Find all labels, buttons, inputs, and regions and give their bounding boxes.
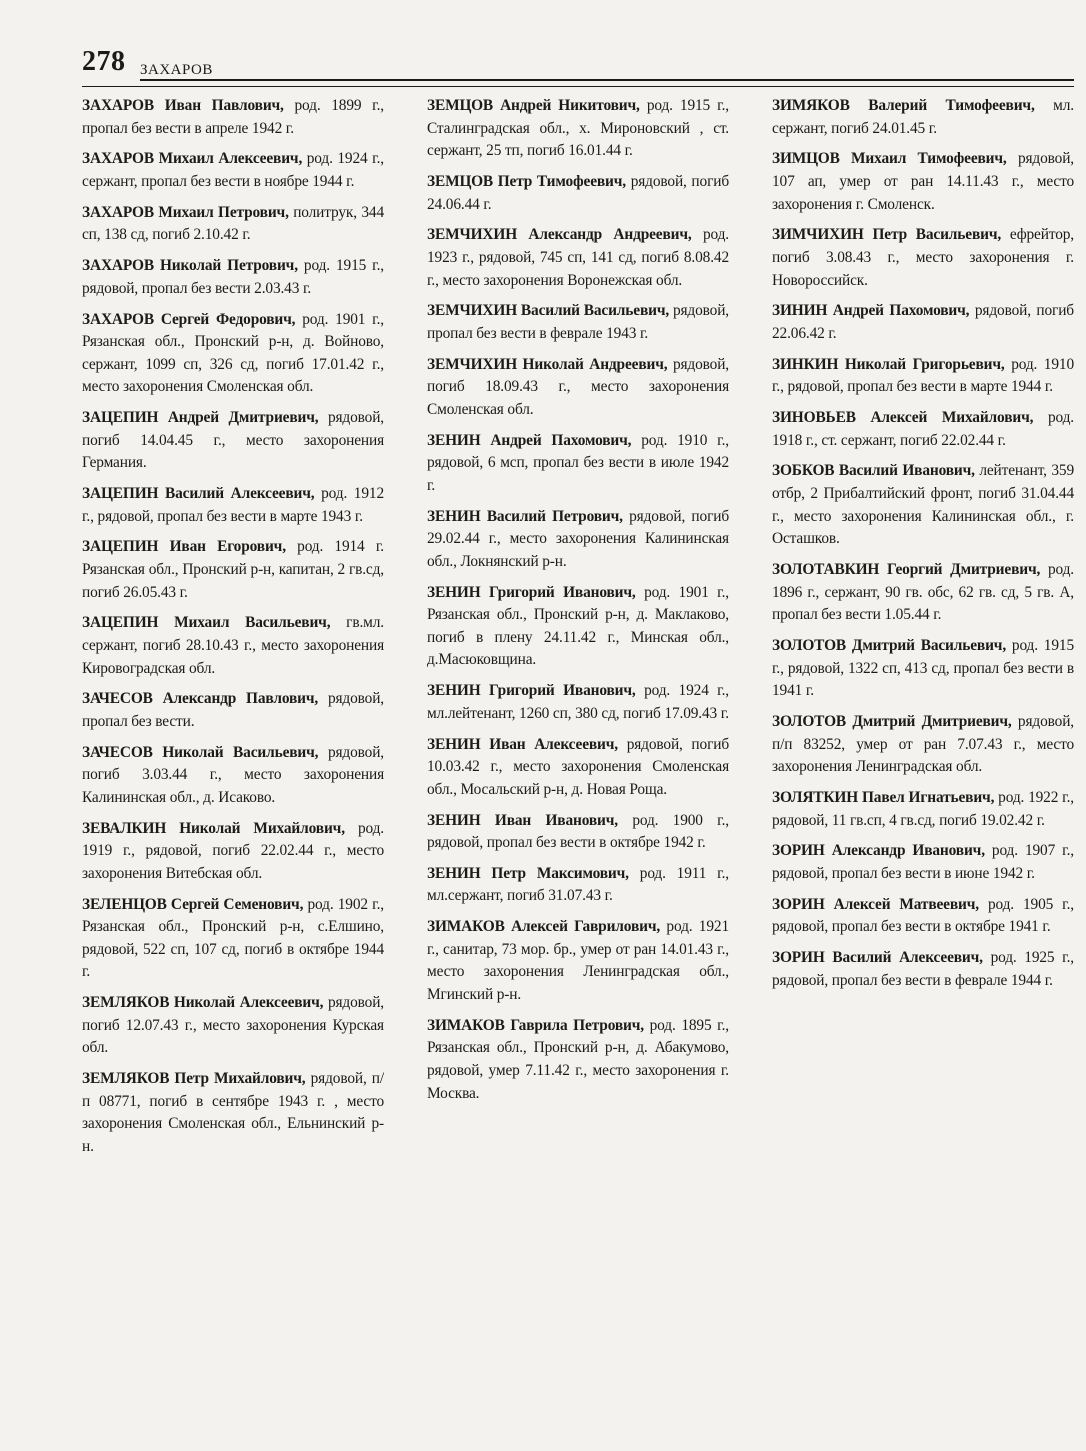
list-item [427, 506, 729, 574]
person-name: ЗЕМЧИХИН Николай Андреевич, [427, 355, 668, 373]
header-rule-thin [82, 86, 1074, 87]
person-name: ЗЕМЛЯКОВ Николай Алексеевич, [82, 994, 324, 1012]
list-item [82, 255, 384, 300]
person-details: рядовой, погиб 10.03.42 г., место захоронения Смоленская обл., Мосальский р-н, д. Новая Роща. [427, 735, 729, 798]
list-item [772, 407, 1074, 452]
person-details: мл. сержант, погиб 24.01.45 г. [772, 97, 1074, 137]
list-item [427, 810, 729, 855]
page-header [82, 42, 1074, 88]
list-item [82, 483, 384, 528]
person-details: рядовой, погиб 22.06.42 г. [772, 302, 1074, 342]
list-item [82, 309, 384, 399]
person-details: род. 1915 г., рядовой, 1322 сп, 413 сд, пропал без вести в 1941 г. [772, 636, 1074, 700]
person-details: род. 1900 г., рядовой, пропал без вести в октябре 1942 г. [427, 811, 729, 852]
list-item [82, 407, 384, 475]
column-1 [82, 95, 384, 1167]
list-item [772, 559, 1074, 627]
person-details: род. 1914 г. Рязанская обл., Пронский р-н, капитан, 2 гв.сд, погиб 26.05.43 г. [82, 538, 384, 601]
list-item [427, 734, 729, 802]
list-item [82, 1068, 384, 1158]
person-name: ЗАЦЕПИН Михаил Васильевич, [82, 614, 331, 632]
person-details: род. 1918 г., ст. сержант, погиб 22.02.44 г. [772, 409, 1074, 449]
person-name: ЗОРИН Алексей Матвеевич, [772, 895, 979, 913]
person-details: рядовой, погиб 24.06.44 г. [427, 172, 729, 213]
person-details: род. 1924 г., сержант, пропал без вести в ноябре 1944 г. [82, 150, 384, 190]
text-columns [82, 95, 1074, 1167]
list-item [772, 95, 1074, 140]
person-details: рядовой, погиб 14.04.45 г., место захоронения Германия. [82, 409, 384, 472]
list-item [772, 711, 1074, 779]
person-name: ЗАЧЕСОВ Александр Павлович, [82, 690, 319, 708]
page-number: 278 [82, 46, 126, 77]
person-name: ЗИНИН Андрей Пахомович, [772, 302, 970, 320]
list-item [427, 1015, 729, 1105]
person-details: род. 1925 г., рядовой, пропал без вести в феврале 1944 г. [772, 949, 1074, 989]
list-item [82, 894, 384, 984]
person-name: ЗОРИН Василий Алексеевич, [772, 949, 983, 967]
person-name: ЗАХАРОВ Сергей Федорович, [82, 310, 296, 328]
person-details: род. 1915 г., рядовой, пропал без вести 2.03.43 г. [82, 257, 384, 297]
person-name: ЗЕНИН Василий Петрович, [427, 507, 623, 525]
list-item [772, 354, 1074, 399]
person-details: род. 1901 г., Рязанская обл., Пронский р-н, д. Маклаково, погиб в плену 24.11.42 г., Минская обл., д.Масюковщина. [427, 583, 730, 669]
person-details: гв.мл. сержант, погиб 28.10.43 г., место захоронения Кировоградская обл. [82, 614, 384, 677]
person-name: ЗАЦЕПИН Андрей Дмитриевич, [82, 409, 319, 427]
list-item [82, 992, 384, 1060]
person-details: рядовой, пропал без вести в феврале 1943 г. [427, 302, 729, 342]
person-name: ЗИМЯКОВ Валерий Тимофеевич, [772, 97, 1035, 114]
list-item [772, 894, 1074, 939]
person-details: род. 1922 г., рядовой, 11 гв.сп, 4 гв.сд, погиб 19.02.42 г. [772, 788, 1074, 829]
column-3 [772, 95, 1074, 1167]
person-name: ЗЕМЛЯКОВ Петр Михайлович, [82, 1070, 306, 1088]
person-name: ЗЕНИН Иван Алексеевич, [427, 735, 618, 753]
person-name: ЗЕВАЛКИН Николай Михайлович, [82, 819, 345, 837]
list-item [772, 148, 1074, 216]
person-details: род. 1896 г., сержант, 90 гв. обс, 62 гв. сд, 5 гв. А, пропал без вести 1.05.44 г. [772, 561, 1074, 624]
list-item [772, 300, 1074, 345]
person-name: ЗАЧЕСОВ Николай Васильевич, [82, 743, 319, 761]
list-item [427, 863, 729, 908]
person-details: род. 1901 г., Рязанская обл., Пронский р-н, д. Войново, сержант, 1099 сп, 326 сд, погиб 17.01.42 г., место захоронения Смоленская обл. [82, 310, 385, 396]
person-name: ЗАХАРОВ Иван Павлович, [82, 97, 284, 114]
person-details: род. 1911 г., мл.сержант, погиб 31.07.43 г. [427, 864, 729, 905]
person-name: ЗЕМЧИХИН Василий Васильевич, [427, 302, 670, 320]
list-item [427, 171, 729, 216]
column-2 [427, 95, 729, 1167]
person-details: род. 1899 г., пропал без вести в апреле 1942 г. [82, 97, 384, 137]
person-name: ЗАЦЕПИН Василий Алексеевич, [82, 485, 315, 503]
person-details: род. 1924 г., мл.лейтенант, 1260 сп, 380 сд, погиб 17.09.43 г. [427, 682, 730, 722]
list-item [427, 430, 729, 498]
person-details: род. 1915 г., Сталинградская обл., х. Мироновский , ст. сержант, 25 тп, погиб 16.01.44 г. [427, 97, 729, 160]
person-details: лейтенант, 359 отбр, 2 Прибалтийский фронт, погиб 31.04.44 г., место захоронения Калининская обл., г. Осташков. [772, 462, 1074, 548]
person-name: ЗОЛОТОВ Дмитрий Васильевич, [772, 636, 1007, 654]
list-item [772, 787, 1074, 832]
person-name: ЗЕНИН Андрей Пахомович, [427, 431, 632, 449]
person-name: ЗОРИН Александр Иванович, [772, 842, 985, 860]
person-name: ЗОЛОТАВКИН Георгий Дмитриевич, [772, 561, 1041, 578]
person-details: род. 1895 г., Рязанская обл., Пронский р-н, д. Абакумово, рядовой, умер 7.11.42 г., место захоронения г. Москва. [427, 1016, 729, 1102]
list-item [82, 612, 384, 680]
person-details: рядовой, погиб 12.07.43 г., место захоронения Курская обл. [82, 994, 384, 1057]
person-details: рядовой, погиб 3.03.44 г., место захоронения Калининская обл., д. Исаково. [82, 743, 384, 806]
list-item [427, 916, 729, 1006]
person-name: ЗИНКИН Николай Григорьевич, [772, 355, 1005, 373]
list-item [427, 95, 729, 163]
list-item [772, 635, 1074, 703]
person-name: ЗИМЧИХИН Петр Васильевич, [772, 226, 1002, 244]
person-details: род. 1907 г., рядовой, пропал без вести в июне 1942 г. [772, 842, 1074, 882]
person-details: род. 1905 г., рядовой, пропал без вести в октябре 1941 г. [772, 895, 1074, 936]
person-details: политрук, 344 сп, 138 сд, погиб 2.10.42 г. [82, 203, 384, 244]
list-item [427, 300, 729, 345]
person-details: рядовой, пропал без вести. [82, 690, 384, 730]
person-details: рядовой, погиб 29.02.44 г., место захоронения Калининская обл., Локнянский р-н. [427, 507, 729, 570]
person-details: рядовой, погиб 18.09.43 г., место захоронения Смоленская обл. [427, 355, 729, 418]
list-item [82, 742, 384, 810]
list-item [82, 148, 384, 193]
person-details: род. 1902 г., Рязанская обл., Пронский р-н, с.Елшино, рядовой, 522 сп, 107 сд, погиб в октябре 1944 г. [82, 895, 384, 981]
person-name: ЗОБКОВ Василий Иванович, [772, 462, 975, 480]
person-details: род. 1912 г., рядовой, пропал без вести в марте 1943 г. [82, 485, 384, 525]
list-item [772, 840, 1074, 885]
person-details: род. 1910 г., рядовой, пропал без вести в марте 1944 г. [772, 355, 1074, 396]
person-details: род. 1923 г., рядовой, 745 сп, 141 сд, погиб 8.08.42 г., место захоронения Воронежская обл. [427, 226, 729, 289]
person-name: ЗЕЛЕНЦОВ Сергей Семенович, [82, 895, 304, 913]
person-details: род. 1921 г., санитар, 73 мор. бр., умер от ран 14.01.43 г., место захоронения Ленинградская обл., Мгинский р-н. [427, 918, 729, 1004]
list-item [82, 818, 384, 886]
list-item [772, 460, 1074, 550]
header-rule-thick [140, 79, 1074, 81]
list-item [427, 224, 729, 292]
person-name: ЗЕНИН Иван Иванович, [427, 811, 618, 829]
person-name: ЗИНОВЬЕВ Алексей Михайлович, [772, 409, 1034, 427]
list-item [772, 224, 1074, 292]
list-item [82, 202, 384, 247]
list-item [427, 680, 729, 725]
person-name: ЗАХАРОВ Михаил Алексеевич, [82, 150, 303, 168]
person-name: ЗАХАРОВ Николай Петрович, [82, 257, 298, 275]
person-details: рядовой, п/п 83252, умер от ран 7.07.43 г., место захоронения Ленинградская обл. [772, 712, 1074, 776]
person-name: ЗЕМЧИХИН Александр Андреевич, [427, 226, 692, 244]
list-item [82, 95, 384, 140]
person-name: ЗАЦЕПИН Иван Егорович, [82, 538, 286, 556]
person-details: рядовой, п/п 08771, погиб в сентябре 1943 г. , место захоронения Смоленская обл., Ельнинский р-н. [82, 1070, 385, 1155]
person-name: ЗЕНИН Григорий Иванович, [427, 682, 636, 700]
list-item [427, 354, 729, 422]
person-name: ЗОЛЯТКИН Павел Игнатьевич, [772, 788, 995, 806]
person-name: ЗИМАКОВ Алексей Гаврилович, [427, 918, 661, 936]
person-name: ЗИМЦОВ Михаил Тимофеевич, [772, 150, 1007, 168]
person-name: ЗЕМЦОВ Петр Тимофеевич, [427, 172, 627, 190]
person-name: ЗЕНИН Григорий Иванович, [427, 583, 636, 601]
list-item [427, 582, 729, 672]
person-details: рядовой, 107 ап, умер от ран 14.11.43 г., место захоронения г. Смоленск. [772, 150, 1074, 213]
person-name: ЗЕНИН Петр Максимович, [427, 864, 629, 882]
running-head: ЗАХАРОВ [140, 62, 213, 78]
person-details: род. 1910 г., рядовой, 6 мсп, пропал без вести в июле 1942 г. [427, 431, 729, 494]
person-name: ЗОЛОТОВ Дмитрий Дмитриевич, [772, 712, 1012, 730]
person-name: ЗАХАРОВ Михаил Петрович, [82, 203, 289, 221]
person-name: ЗЕМЦОВ Андрей Никитович, [427, 97, 640, 114]
person-details: ефрейтор, погиб 3.08.43 г., место захоронения г. Новороссийск. [772, 226, 1074, 289]
list-item [772, 947, 1074, 992]
person-details: род. 1919 г., рядовой, погиб 22.02.44 г., место захоронения Витебская обл. [82, 819, 384, 882]
list-item [82, 536, 384, 604]
person-name: ЗИМАКОВ Гаврила Петрович, [427, 1016, 644, 1034]
list-item [82, 688, 384, 733]
